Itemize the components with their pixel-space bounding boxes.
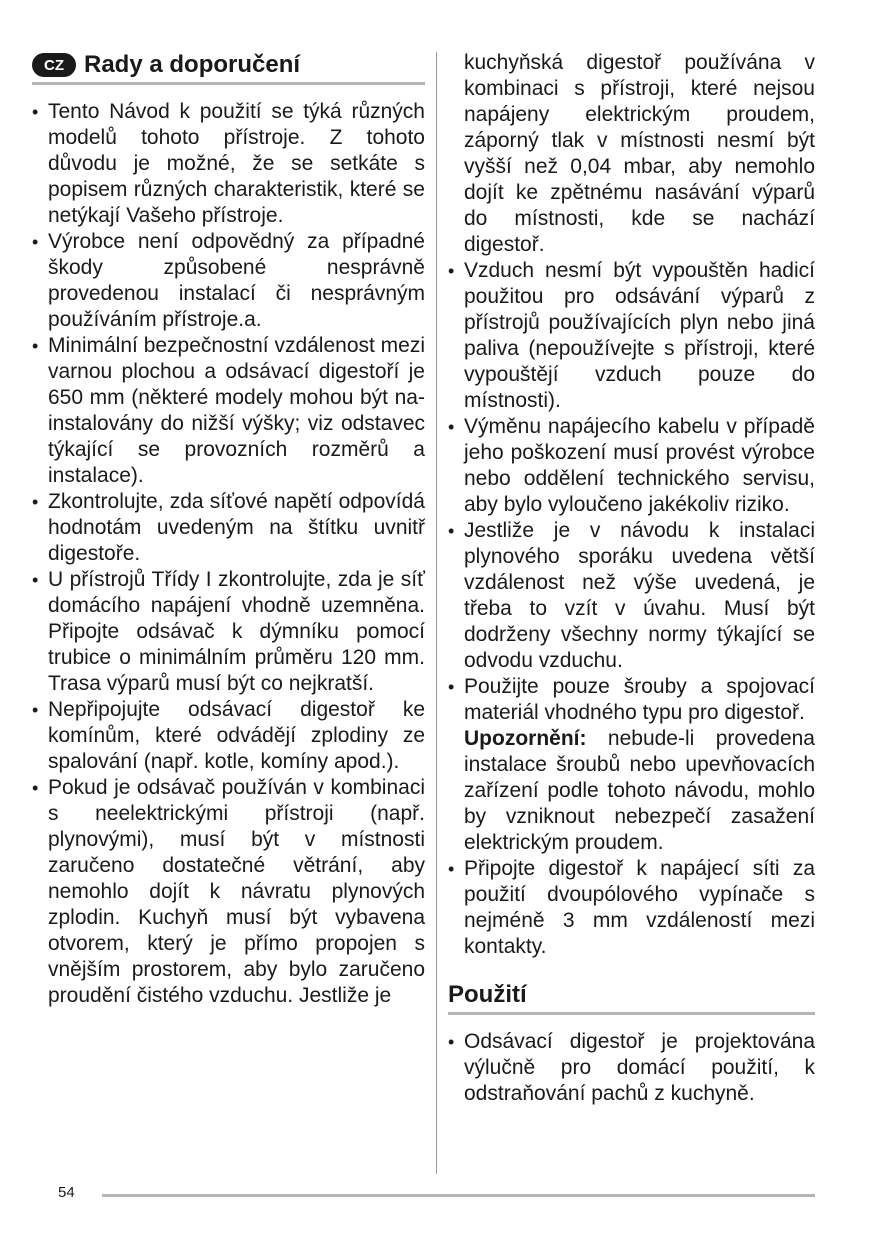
- list-item: • Jestliže je v návodu k instalaci plynového sporáku uvedena větší vzdálenost než výše uvedená, je třeba to vzít v úvahu. Musí být dodrženy všechny normy týkající se odvodu vzduchu.: [448, 518, 815, 674]
- column-divider: [436, 52, 437, 1174]
- left-column: [32, 50, 425, 1009]
- list-item: • Výměnu napájecího kabelu v případě jeho poškození musí provést výrobce nebo oddělení technického servisu, aby bylo vyloučeno jakékoliv riziko.: [448, 414, 815, 518]
- section-title-tips: Rady a doporučení: [84, 51, 301, 78]
- warning-note: [448, 726, 815, 856]
- list-item: • Minimální bezpečnostní vzdálenost mezi varnou plochou a odsávací digestoří je 650 mm (některé modely mohou být nainstalovány do nižší výšky; viz odstavec týkající se provozních rozměrů a instalace).: [32, 333, 425, 489]
- list-item: • Odsávací digestoř je projektována výlučně pro domácí použití, k odstraňování pachů z kuchyně.: [448, 1029, 815, 1107]
- section-title-usage: Použití: [448, 981, 527, 1008]
- list-item: • Zkontrolujte, zda síťové napětí odpovídá hodnotám uvedeným na štítku uvnitř digestoře.: [32, 489, 425, 567]
- warning-text: nebude-li provedena instalace šroubů nebo upevňovacích zařízení podle tohoto návodu, mohlo by vzniknout nebezpečí zasažení elektrickým proudem.: [464, 727, 815, 854]
- list-item: • U přístrojů Třídy I zkontrolujte, zda je síť domácího napájení vhodně uzemněna. Připojte odsávač k dýmníku pomocí trubice o minimálním průměru 120 mm. Trasa výparů musí být co nejkratší.: [32, 567, 425, 697]
- list-item: • Tento Návod k použití se týká různých modelů tohoto přístroje. Z tohoto důvodu je možné, že se setkáte s popisem různých charakteristik, které se netýkají Vašeho přístroje.: [32, 99, 425, 229]
- usage-list: [448, 1029, 815, 1107]
- warning-label: Upozornění:: [464, 727, 587, 750]
- language-badge: CZ: [32, 53, 76, 77]
- list-item: • Pokud je odsávač používán v kombinaci s neelektrickými přístroji (např. plynovými), musí být v místnosti zaručeno dostatečné větrání, aby nemohlo dojít k návratu plynových zplodin. Kuchyň musí být vybavena otvorem, který je přímo propojen s vnějším prostorem, aby bylo zaručeno proudění čistého vzduchu. Jestliže je: [32, 775, 425, 1009]
- list-item: • Použijte pouze šrouby a spojovací materiál vhodného typu pro digestoř.: [448, 674, 815, 726]
- list-item: • Nepřipojujte odsávací digestoř ke komínům, které odvádějí zplodiny ze spalování (např. kotle, komíny apod.).: [32, 697, 425, 775]
- list-item: • Výrobce není odpovědný za případné škody způsobené nesprávně provedenou instalací či nesprávným používáním přístroje.a.: [32, 229, 425, 333]
- heading-rule: [32, 82, 425, 85]
- right-column: [448, 50, 815, 1107]
- list-item-continuation: kuchyňská digestoř používána v kombinaci s přístroji, které nejsou napájeny elektrickým proudem, záporný tlak v místnosti nesmí být vyšší než 0,04 mbar, aby nemohlo dojít ke zpětnému nasávání výparů do místnosti, kde se nachází digestoř.: [464, 51, 815, 256]
- section-heading-usage: [448, 980, 815, 1010]
- footer-rule: [102, 1194, 815, 1197]
- tips-list-continued: [448, 50, 815, 960]
- heading-rule: [448, 1012, 815, 1015]
- list-item: • Připojte digestoř k napájecí síti za použití dvoupólového vypínače s nejméně 3 mm vzdáleností mezi kontakty.: [448, 856, 815, 960]
- list-item: • Vzduch nesmí být vypouštěn hadicí použitou pro odsávání výparů z přístrojů používajících plyn nebo jiná paliva (nepoužívejte s přístroji, které vypouštějí vzduch pouze do místnosti).: [448, 258, 815, 414]
- section-heading-tips: [32, 50, 425, 80]
- page-number: 54: [58, 1184, 75, 1201]
- tips-list: [32, 99, 425, 1009]
